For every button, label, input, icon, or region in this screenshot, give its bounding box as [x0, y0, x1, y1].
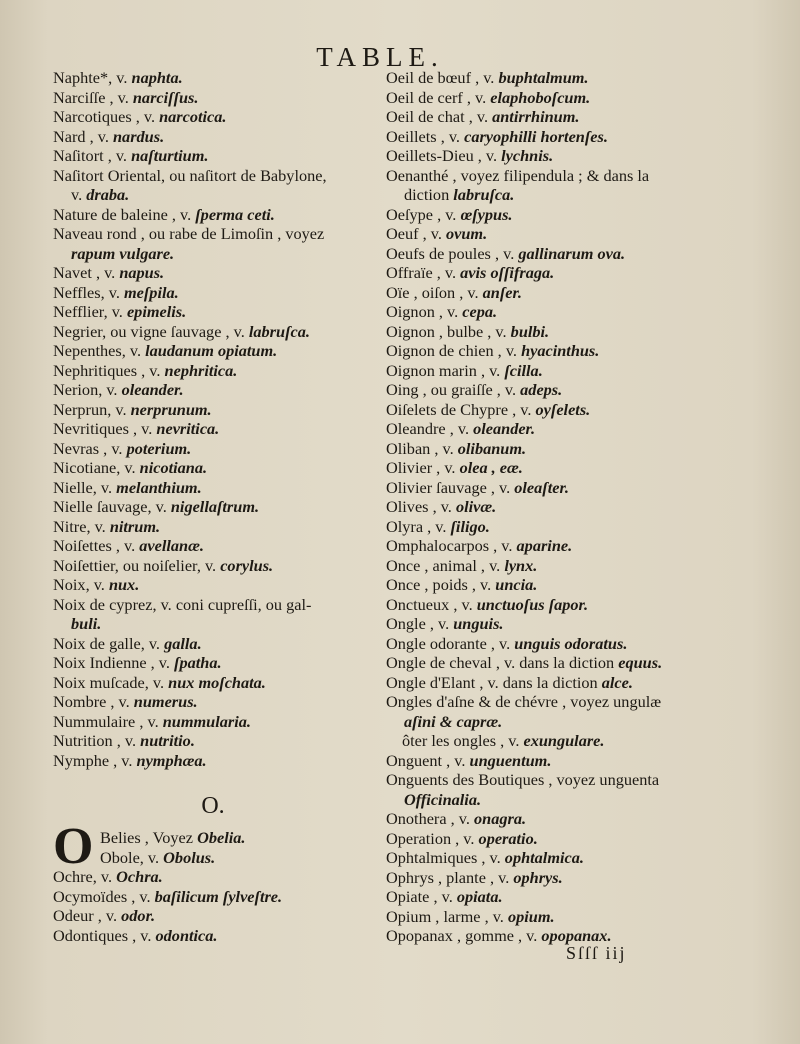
- index-entry: [386, 673, 716, 693]
- index-entry: [53, 107, 378, 127]
- index-entry: [53, 439, 378, 459]
- entry-latin: opium.: [507, 906, 555, 926]
- entry-latin: opiata.: [456, 887, 503, 906]
- entry-term: Oignon de chien , v.: [386, 341, 517, 360]
- index-entry: [53, 322, 378, 342]
- index-entry: [386, 107, 716, 127]
- entry-latin: nutritio.: [140, 731, 195, 750]
- index-entry: [386, 575, 716, 595]
- entry-latin: adeps.: [520, 380, 563, 399]
- entry-term: Nerion, v.: [53, 380, 118, 399]
- index-entry: [386, 536, 716, 556]
- entry-latin: ſcilla.: [504, 360, 543, 380]
- entry-latin: aſini & capræ.: [404, 711, 503, 731]
- entry-term: Nielle, v.: [53, 477, 113, 497]
- entry-term: Nefflier, v.: [53, 302, 123, 321]
- entry-term: Nymphe , v.: [53, 750, 133, 770]
- entry-term: Olives , v.: [386, 497, 452, 516]
- entry-latin: antirrhinum.: [492, 107, 580, 126]
- entry-term: Oiſelets de Chypre , v.: [386, 399, 532, 419]
- entry-latin: corylus.: [220, 555, 274, 575]
- entry-latin: equus.: [618, 653, 663, 672]
- entry-continuation-text: v.: [71, 185, 83, 204]
- entry-term: Oeil de bœuf , v.: [386, 68, 495, 87]
- entry-latin: œſypus.: [460, 204, 513, 224]
- entry-term: Oeil de cerf , v.: [386, 87, 487, 107]
- index-entry: [53, 712, 378, 732]
- entry-term: Oenanthé , voyez filipendula ; & dans la: [386, 165, 650, 185]
- entry-term: ôter les ongles , v.: [402, 731, 520, 750]
- entry-term: Negrier, ou vigne ſauvage , v.: [53, 321, 245, 341]
- entry-latin: rapum vulgare.: [71, 243, 175, 263]
- index-entry: [53, 302, 378, 322]
- drop-cap: O: [53, 818, 94, 875]
- entry-term: Narciſſe , v.: [53, 87, 129, 107]
- entry-continuation: [386, 790, 716, 810]
- entry-latin: unguis odoratus.: [514, 633, 628, 653]
- entry-latin: laudanum opiatum.: [145, 341, 278, 360]
- entry-latin: melanthium.: [116, 477, 202, 497]
- entry-term: Ophtalmiques , v.: [386, 848, 501, 867]
- entry-latin: buphtalmum.: [498, 68, 589, 87]
- entry-term: Nitre, v.: [53, 516, 106, 536]
- index-entry: [53, 380, 378, 400]
- index-entry: [53, 478, 378, 498]
- entry-term: Oeil de chat , v.: [386, 107, 489, 126]
- index-entry: [53, 224, 378, 263]
- index-entry: [53, 731, 378, 751]
- entry-latin: galla.: [164, 633, 202, 653]
- index-entry: [53, 575, 378, 595]
- entry-latin: operatio.: [478, 828, 538, 848]
- entry-latin: avis oſſifraga.: [460, 263, 555, 282]
- index-entry: [386, 263, 716, 283]
- index-entry: [386, 887, 716, 907]
- entry-term: Nevras , v.: [53, 438, 123, 458]
- entry-term: Ongle odorante , v.: [386, 633, 511, 653]
- index-entry: [386, 770, 716, 809]
- entry-continuation: [386, 185, 716, 205]
- index-entry: [53, 867, 378, 887]
- entry-term: Belies , Voyez: [100, 828, 194, 847]
- index-entry: [53, 517, 378, 537]
- entry-term: Navet , v.: [53, 263, 116, 282]
- entry-latin: meſpila.: [124, 282, 179, 302]
- entry-latin: avellanæ.: [139, 536, 204, 555]
- entry-term: Nicotiane, v.: [53, 458, 136, 477]
- entry-term: Noix Indienne , v.: [53, 653, 170, 672]
- entry-term: Oeuf , v.: [386, 224, 442, 243]
- index-entry: [53, 536, 378, 556]
- entry-term: Ongle de cheval , v. dans la diction: [386, 653, 615, 672]
- entry-latin: olivæ.: [455, 497, 497, 516]
- entry-term: Onothera , v.: [386, 809, 470, 828]
- signature-mark: Sſſſ iij: [566, 943, 627, 963]
- entry-term: Oignon , v.: [386, 302, 459, 321]
- o-entry-list-continued: [53, 867, 378, 945]
- entry-term: Nature de baleine , v.: [53, 204, 192, 224]
- index-entry: [386, 848, 716, 868]
- entry-term: Ocymoïdes , v.: [53, 886, 151, 906]
- entry-latin: nicotiana.: [139, 458, 208, 477]
- entry-latin: nevritica.: [156, 419, 220, 438]
- entry-latin: narcotica.: [159, 107, 227, 126]
- index-entry: [386, 419, 716, 439]
- entry-continuation: [53, 244, 378, 264]
- index-entry: [53, 400, 378, 420]
- entry-latin: odontica.: [155, 925, 218, 945]
- entry-latin: lychnis.: [501, 146, 554, 165]
- entry-term: Onguents des Boutiques , voyez unguenta: [386, 770, 660, 789]
- entry-term: Odeur , v.: [53, 906, 118, 925]
- index-entry: [386, 634, 716, 654]
- entry-term: Onguent , v.: [386, 750, 466, 770]
- index-entry: [53, 205, 378, 225]
- index-entry: [53, 127, 378, 147]
- index-entry: [386, 205, 716, 225]
- index-entry: [386, 731, 716, 751]
- entry-latin: nux.: [108, 575, 140, 594]
- entry-latin: Obelia.: [197, 828, 246, 847]
- index-entry: [386, 829, 716, 849]
- entry-term: Neffles, v.: [53, 282, 120, 302]
- entry-continuation-text: diction: [404, 185, 450, 204]
- entry-latin: exungulare.: [523, 731, 605, 750]
- entry-latin: ſperma ceti.: [195, 204, 275, 224]
- entry-term: Nielle ſauvage, v.: [53, 497, 167, 516]
- entry-latin: ovum.: [446, 224, 488, 243]
- entry-latin: draba.: [86, 185, 130, 204]
- entry-latin: buli.: [71, 614, 102, 633]
- entry-term: Oleandre , v.: [386, 419, 470, 438]
- entry-term: Olivier , v.: [386, 458, 456, 477]
- index-entry: [386, 868, 716, 888]
- entry-latin: lynx.: [504, 555, 538, 575]
- entry-term: Omphalocarpos , v.: [386, 536, 513, 555]
- index-entry: [100, 828, 378, 848]
- index-entry: [386, 595, 716, 615]
- index-entry: [53, 634, 378, 654]
- entry-latin: nitrum.: [109, 516, 161, 536]
- index-entry: [100, 848, 378, 868]
- entry-latin: nux moſchata.: [168, 672, 266, 692]
- index-entry: [53, 88, 378, 108]
- entry-latin: numerus.: [133, 692, 198, 711]
- entry-term: Ongles d'aſne & de chévre , voyez ungulæ: [386, 692, 662, 711]
- index-entry: [386, 283, 716, 303]
- entry-term: Once , animal , v.: [386, 555, 501, 575]
- entry-latin: oleander.: [473, 419, 536, 438]
- entry-term: Narcotiques , v.: [53, 107, 156, 126]
- entry-latin: aparine.: [516, 536, 573, 555]
- entry-term: Oignon marin , v.: [386, 360, 501, 380]
- index-entry: [386, 341, 716, 361]
- entry-term: Noiſettes , v.: [53, 536, 136, 555]
- entry-latin: unctuoſus ſapor.: [476, 594, 589, 614]
- entry-term: Oïe , oiſon , v.: [386, 282, 479, 302]
- entry-latin: labruſca.: [248, 321, 310, 341]
- entry-latin: naphta.: [131, 68, 183, 87]
- entry-latin: Officinalia.: [404, 789, 482, 809]
- entry-latin: caryophilli hortenſes.: [464, 126, 608, 146]
- entry-term: Olyra , v.: [386, 516, 447, 536]
- entry-latin: nummularia.: [162, 711, 251, 731]
- entry-latin: ſiligo.: [450, 516, 490, 536]
- index-entry: [53, 341, 378, 361]
- entry-latin: poterium.: [126, 438, 192, 458]
- entry-latin: oleander.: [121, 380, 184, 399]
- drop-cap-block: [53, 818, 378, 875]
- entry-term: Naſitort Oriental, ou naſitort de Babylone,: [53, 165, 327, 185]
- index-entry: [386, 497, 716, 517]
- section-letter: O.: [201, 793, 225, 819]
- entry-term: Noix, v.: [53, 575, 105, 594]
- entry-latin: unguentum.: [469, 750, 552, 770]
- index-entry: [386, 224, 716, 244]
- entry-term: Onctueux , v.: [386, 594, 473, 614]
- index-entry: [53, 283, 378, 303]
- entry-term: Noix de cyprez, v. coni cupreſſi, ou gal-: [53, 594, 312, 614]
- entry-latin: cepa.: [462, 302, 498, 321]
- index-entry: [386, 907, 716, 927]
- index-entry: [53, 361, 378, 381]
- index-entry: [53, 692, 378, 712]
- entry-latin: olibanum.: [457, 438, 527, 458]
- index-entry: [53, 68, 378, 88]
- index-entry: [386, 361, 716, 381]
- index-entry: [53, 497, 378, 517]
- entry-latin: nephritica.: [164, 360, 238, 380]
- index-entry: [386, 653, 716, 673]
- index-entry: [386, 302, 716, 322]
- entry-term: Opium , larme , v.: [386, 906, 504, 926]
- entry-latin: baſilicum ſylveſtre.: [154, 886, 283, 906]
- entry-latin: ſpatha.: [174, 653, 222, 672]
- index-entry: [53, 653, 378, 673]
- entry-term: Ongle d'Elant , v. dans la diction: [386, 672, 598, 692]
- index-entry: [386, 88, 716, 108]
- entry-latin: opopanax.: [541, 926, 612, 945]
- entry-term: Opopanax , gomme , v.: [386, 926, 538, 945]
- index-entry: [386, 380, 716, 400]
- page-title: TABLE.: [316, 42, 444, 72]
- index-entry: [386, 692, 716, 731]
- index-entry: [53, 166, 378, 205]
- index-entry: [386, 926, 716, 946]
- entry-latin: nigellaſtrum.: [170, 497, 260, 516]
- index-entry: [386, 556, 716, 576]
- entry-latin: onagra.: [474, 809, 527, 828]
- entry-term: Noiſettier, ou noiſelier, v.: [53, 555, 217, 575]
- index-entry: [386, 458, 716, 478]
- right-entry-list: [386, 68, 716, 946]
- entry-term: Obole, v.: [100, 847, 160, 867]
- entry-term: Odontiques , v.: [53, 925, 152, 945]
- index-entry: [386, 751, 716, 771]
- entry-latin: epimelis.: [126, 302, 187, 321]
- entry-latin: unguis.: [453, 614, 504, 633]
- left-column: [53, 68, 378, 945]
- entry-continuation: [53, 614, 378, 634]
- index-entry: [53, 673, 378, 693]
- index-entry: [386, 614, 716, 634]
- index-entry: [53, 263, 378, 283]
- index-entry: [53, 458, 378, 478]
- entry-term: Nerprun, v.: [53, 399, 127, 419]
- entry-term: Noix muſcade, v.: [53, 672, 165, 692]
- index-entry: [386, 517, 716, 537]
- entry-term: Oliban , v.: [386, 438, 454, 458]
- entry-term: Nepenthes, v.: [53, 341, 142, 360]
- entry-latin: napus.: [119, 263, 165, 282]
- entry-continuation: [53, 185, 378, 205]
- entry-term: Naveau rond , ou rabe de Limoſin , voyez: [53, 224, 325, 243]
- index-entry: [386, 146, 716, 166]
- index-entry: [386, 809, 716, 829]
- entry-term: Once , poids , v.: [386, 575, 492, 594]
- entry-latin: olea , eæ.: [459, 458, 523, 477]
- entry-term: Nevritiques , v.: [53, 419, 153, 438]
- entry-latin: naſturtium.: [131, 146, 209, 165]
- entry-term: Ongle , v.: [386, 614, 450, 633]
- entry-term: Naphte*, v.: [53, 68, 128, 87]
- entry-latin: alce.: [601, 672, 633, 692]
- entry-latin: Ochra.: [116, 867, 163, 886]
- entry-term: Opiate , v.: [386, 887, 453, 906]
- index-entry: [386, 68, 716, 88]
- entry-term: Oing , ou graiſſe , v.: [386, 380, 517, 399]
- entry-term: Ochre, v.: [53, 867, 113, 886]
- index-entry: [53, 146, 378, 166]
- entry-latin: anſer.: [482, 282, 522, 302]
- entry-term: Operation , v.: [386, 828, 475, 848]
- index-entry: [386, 166, 716, 205]
- index-entry: [53, 906, 378, 926]
- entry-latin: nymphæa.: [136, 750, 207, 770]
- entry-latin: ophrys.: [513, 867, 563, 887]
- entry-term: Nombre , v.: [53, 692, 130, 711]
- entry-latin: gallinarum ova.: [518, 243, 626, 263]
- index-entry: [386, 244, 716, 264]
- entry-term: Oeillets-Dieu , v.: [386, 146, 498, 165]
- right-column: [386, 68, 716, 946]
- entry-latin: oyſelets.: [535, 399, 591, 419]
- entry-term: Offraïe , v.: [386, 263, 457, 282]
- entry-term: Nummulaire , v.: [53, 711, 159, 731]
- entry-latin: bulbi.: [510, 321, 550, 341]
- entry-latin: labruſca.: [453, 185, 515, 204]
- index-entry: [53, 926, 378, 946]
- index-entry: [386, 127, 716, 147]
- index-entry: [386, 322, 716, 342]
- entry-term: Noix de galle, v.: [53, 633, 161, 653]
- entry-latin: oleaſter.: [514, 477, 569, 497]
- index-entry: [53, 419, 378, 439]
- entry-latin: Obolus.: [163, 847, 216, 867]
- o-entry-list: [100, 828, 378, 867]
- index-entry: [386, 478, 716, 498]
- entry-term: Naſitort , v.: [53, 146, 128, 165]
- index-entry: [53, 595, 378, 634]
- entry-continuation: [386, 712, 716, 732]
- index-entry: [53, 751, 378, 771]
- entry-latin: narciſſus.: [132, 87, 199, 107]
- index-entry: [386, 400, 716, 420]
- entry-term: Oignon , bulbe , v.: [386, 321, 507, 341]
- left-entry-list: [53, 68, 378, 770]
- entry-term: Oeſype , v.: [386, 204, 457, 224]
- entry-term: Nard , v.: [53, 126, 109, 146]
- entry-latin: uncia.: [495, 575, 538, 594]
- entry-latin: hyacinthus.: [521, 341, 600, 360]
- entry-term: Oeufs de poules , v.: [386, 243, 515, 263]
- entry-term: Olivier ſauvage , v.: [386, 477, 511, 497]
- entry-term: Ophrys , plante , v.: [386, 867, 510, 887]
- index-entry: [386, 439, 716, 459]
- entry-term: Nephritiques , v.: [53, 360, 161, 380]
- index-entry: [53, 887, 378, 907]
- entry-latin: odor.: [121, 906, 156, 925]
- entry-latin: elaphoboſcum.: [490, 87, 591, 107]
- entry-latin: nerprunum.: [130, 399, 212, 419]
- index-entry: [53, 556, 378, 576]
- entry-term: Nutrition , v.: [53, 731, 137, 750]
- entry-term: Oeillets , v.: [386, 126, 461, 146]
- entry-latin: nardus.: [113, 126, 165, 146]
- entry-latin: ophtalmica.: [504, 848, 584, 867]
